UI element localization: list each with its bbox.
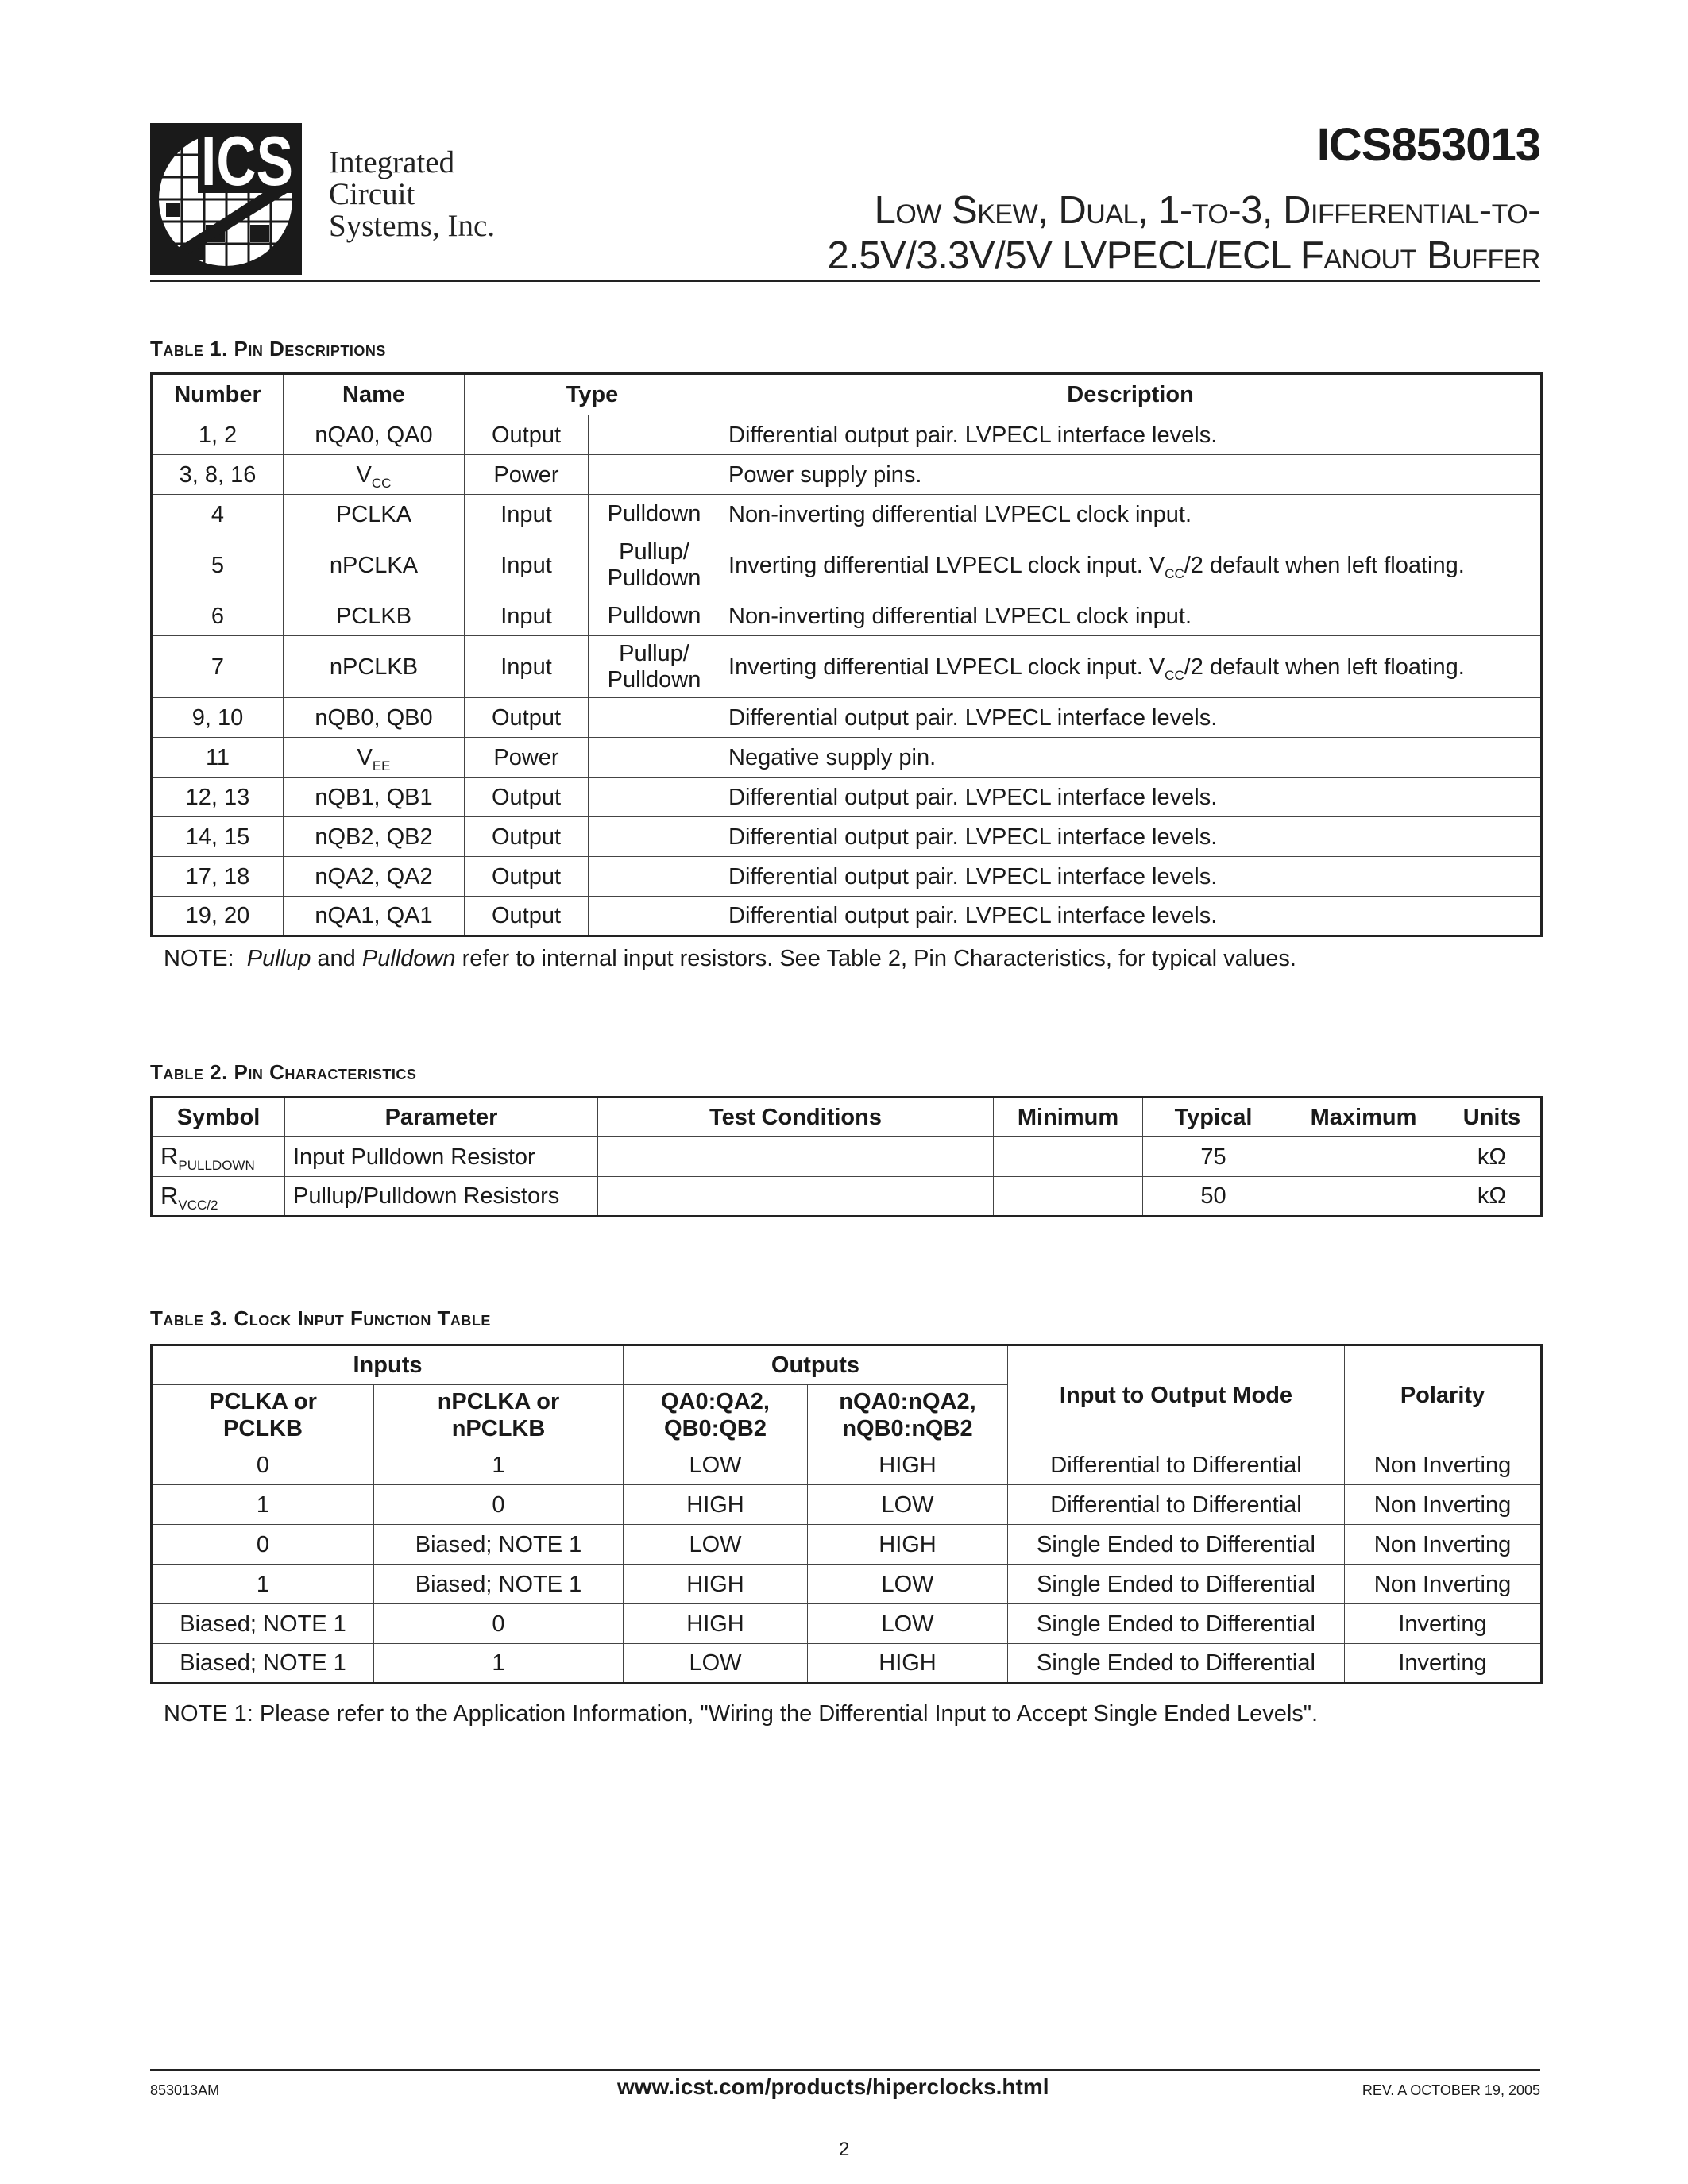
pin-type-cell: Output <box>465 415 589 455</box>
pin-pull-cell <box>589 698 720 738</box>
pclk-cell: 1 <box>152 1565 374 1604</box>
polarity-cell: Non Inverting <box>1345 1445 1542 1485</box>
mode-cell: Single Ended to Differential <box>1008 1525 1345 1565</box>
pin-number-cell: 6 <box>152 596 284 636</box>
q-output-cell: HIGH <box>624 1485 808 1525</box>
pin-number-cell: 9, 10 <box>152 698 284 738</box>
page-number: 2 <box>839 2139 850 2160</box>
table1-row <box>152 495 1542 534</box>
pin-name-cell <box>284 636 465 698</box>
pin-pull-text: Pullup/ <box>619 538 689 565</box>
table3-header-npclk-line2: nPCLKB <box>451 1415 546 1441</box>
pin-type-cell: Output <box>465 698 589 738</box>
pclk-cell: Biased; NOTE 1 <box>152 1644 374 1684</box>
part-number: ICS853013 <box>1316 119 1540 171</box>
table3-row <box>152 1565 1542 1604</box>
pin-description-subscript: CC <box>1165 667 1184 683</box>
pin-description-cell <box>720 596 1542 636</box>
pin-name-cell <box>284 698 465 738</box>
table2-header-typical: Typical <box>1143 1098 1284 1137</box>
pin-pull-cell <box>589 817 720 857</box>
table1-caption: Table 1. Pin Descriptions <box>150 337 386 361</box>
q-output-cell: HIGH <box>624 1565 808 1604</box>
table1-header-description: Description <box>720 374 1542 415</box>
mode-cell: Single Ended to Differential <box>1008 1604 1345 1644</box>
table1-note-pulldown: Pulldown <box>361 946 456 971</box>
nq-output-cell: LOW <box>808 1485 1008 1525</box>
pin-description-cell <box>720 698 1542 738</box>
mode-cell: Differential to Differential <box>1008 1445 1345 1485</box>
pin-number-cell: 4 <box>152 495 284 534</box>
pin-description-text: Differential output pair. LVPECL interface levels. <box>728 704 1218 731</box>
pin-name-cell <box>284 738 465 778</box>
pin-number-cell: 11 <box>152 738 284 778</box>
company-line-2: Circuit <box>329 177 415 211</box>
company-line-3: Systems, Inc. <box>329 209 496 243</box>
pin-number-cell: 3, 8, 16 <box>152 455 284 495</box>
table2-header-units: Units <box>1443 1098 1542 1137</box>
mode-cell: Differential to Differential <box>1008 1485 1345 1525</box>
polarity-cell: Inverting <box>1345 1604 1542 1644</box>
pin-pull-cell <box>589 897 720 936</box>
pin-type-cell: Input <box>465 596 589 636</box>
polarity-cell: Inverting <box>1345 1644 1542 1684</box>
table1-row <box>152 596 1542 636</box>
pin-characteristics-table <box>150 1096 1543 1217</box>
table3-header-pclk <box>152 1385 374 1445</box>
table1-header-type: Type <box>465 374 720 415</box>
pin-name-subscript: EE <box>372 758 391 774</box>
pin-name-cell <box>284 455 465 495</box>
nq-output-cell: HIGH <box>808 1644 1008 1684</box>
company-name <box>329 147 495 242</box>
table3-header-qa-line1: QA0:QA2, <box>661 1388 770 1414</box>
pin-description-text: Differential output pair. LVPECL interface levels. <box>728 903 1218 928</box>
table3-header-npclk <box>374 1385 624 1445</box>
q-output-cell: LOW <box>624 1445 808 1485</box>
table1-row <box>152 857 1542 897</box>
symbol-cell <box>152 1137 285 1177</box>
table1-row <box>152 738 1542 778</box>
table3-header-pclk-line1: PCLKA or <box>209 1388 317 1414</box>
nq-output-cell: LOW <box>808 1565 1008 1604</box>
pclk-cell: 1 <box>152 1485 374 1525</box>
nq-output-cell: HIGH <box>808 1525 1008 1565</box>
table3-header-qa-line2: QB0:QB2 <box>664 1415 767 1441</box>
table3-header-nqa <box>808 1385 1008 1445</box>
pin-name-cell <box>284 897 465 936</box>
table1-row <box>152 455 1542 495</box>
footer-revision: REV. A OCTOBER 19, 2005 <box>1362 2082 1540 2098</box>
q-output-cell: HIGH <box>624 1604 808 1644</box>
q-output-cell: LOW <box>624 1525 808 1565</box>
pclk-cell: 0 <box>152 1525 374 1565</box>
table3-header-nqa-line2: nQB0:nQB2 <box>842 1415 973 1441</box>
pin-name-text: nQB0, QB0 <box>315 704 433 731</box>
table3-caption: Table 3. Clock Input Function Table <box>150 1306 491 1330</box>
nq-output-cell: LOW <box>808 1604 1008 1644</box>
pin-pull-cell <box>589 738 720 778</box>
table1-header-name: Name <box>284 374 465 415</box>
table1-row <box>152 636 1542 698</box>
pin-description-tail: /2 default when left floating. <box>1184 654 1465 680</box>
npclk-cell: Biased; NOTE 1 <box>374 1525 624 1565</box>
clock-input-function-table <box>150 1344 1543 1684</box>
pin-type-cell: Output <box>465 778 589 817</box>
pin-name-cell <box>284 415 465 455</box>
table1-body <box>152 415 1542 936</box>
table3-header-inputs: Inputs <box>152 1345 624 1385</box>
pin-name-cell <box>284 495 465 534</box>
pin-name-cell <box>284 817 465 857</box>
polarity-cell: Non Inverting <box>1345 1485 1542 1525</box>
pin-type-cell: Power <box>465 738 589 778</box>
pin-pull-text-line2: Pulldown <box>607 565 701 591</box>
table2-row <box>152 1137 1542 1177</box>
table3-row <box>152 1445 1542 1485</box>
npclk-cell: Biased; NOTE 1 <box>374 1565 624 1604</box>
pin-pull-text-line2: Pulldown <box>607 666 701 693</box>
q-output-cell: LOW <box>624 1644 808 1684</box>
footer-url-link[interactable]: www.icst.com/products/hiperclocks.html <box>617 2074 1049 2099</box>
table2-header-parameter: Parameter <box>285 1098 598 1137</box>
table2-body <box>152 1137 1542 1217</box>
pin-name-cell <box>284 778 465 817</box>
pin-pull-cell <box>589 857 720 897</box>
pin-number-cell: 1, 2 <box>152 415 284 455</box>
table2-header-minimum: Minimum <box>994 1098 1143 1137</box>
typical-cell: 75 <box>1143 1137 1284 1177</box>
pin-number-cell: 19, 20 <box>152 897 284 936</box>
subtitle-line-2: 2.5V/3.3V/5V LVPECL/ECL Fanout Buffer <box>827 234 1540 277</box>
npclk-cell: 0 <box>374 1485 624 1525</box>
table2-row <box>152 1177 1542 1217</box>
pin-number-cell: 7 <box>152 636 284 698</box>
pin-description-text: Non-inverting differential LVPECL clock input. <box>728 603 1192 629</box>
pin-description-text: Differential output pair. LVPECL interface levels. <box>728 863 1218 889</box>
pin-number-cell: 12, 13 <box>152 778 284 817</box>
pin-description-tail: /2 default when left floating. <box>1184 552 1465 578</box>
pin-description-text: Non-inverting differential LVPECL clock input. <box>728 501 1192 527</box>
pin-descriptions-table <box>150 372 1543 937</box>
pclk-cell: 0 <box>152 1445 374 1485</box>
mode-cell: Single Ended to Differential <box>1008 1644 1345 1684</box>
logo-text: ICS <box>201 122 293 200</box>
pin-pull-cell <box>589 636 720 698</box>
parameter-cell: Input Pulldown Resistor <box>285 1137 598 1177</box>
table2-header-test-conditions: Test Conditions <box>598 1098 994 1137</box>
pin-description-cell <box>720 415 1542 455</box>
symbol-text: R <box>160 1142 179 1170</box>
table1-header-number: Number <box>152 374 284 415</box>
table1-row <box>152 778 1542 817</box>
pclk-cell: Biased; NOTE 1 <box>152 1604 374 1644</box>
pin-pull-cell <box>589 596 720 636</box>
table2-header-row <box>152 1098 1542 1137</box>
pin-type-cell: Output <box>465 897 589 936</box>
table3-header-pclk-line2: PCLKB <box>223 1415 303 1441</box>
table3-header-outputs: Outputs <box>624 1345 1008 1385</box>
pin-type-cell: Input <box>465 534 589 596</box>
table1-note-and: and <box>311 946 362 971</box>
table1-note-pullup: Pullup <box>246 946 311 971</box>
pin-name-text: V <box>356 461 372 488</box>
symbol-subscript: VCC/2 <box>178 1197 218 1213</box>
pin-name-text: nPCLKB <box>329 654 419 680</box>
pin-description-cell <box>720 778 1542 817</box>
typical-cell: 50 <box>1143 1177 1284 1217</box>
pin-description-text: Negative supply pin. <box>728 744 937 770</box>
header-rule <box>150 280 1540 282</box>
pin-type-cell: Output <box>465 857 589 897</box>
pin-name-text: nQB1, QB1 <box>315 784 433 810</box>
npclk-cell: 1 <box>374 1445 624 1485</box>
pin-name-text: nQB2, QB2 <box>315 824 433 850</box>
pin-description-cell <box>720 897 1542 936</box>
table3-row <box>152 1485 1542 1525</box>
footer-rule <box>150 2069 1540 2071</box>
ics-logo <box>150 123 302 275</box>
table2-header-maximum: Maximum <box>1284 1098 1443 1137</box>
table3-row <box>152 1525 1542 1565</box>
pin-description-cell <box>720 857 1542 897</box>
company-line-1: Integrated <box>329 145 455 179</box>
pin-name-text: nQA0, QA0 <box>315 422 433 448</box>
footer-doc-id: 853013AM <box>150 2082 220 2098</box>
npclk-cell: 0 <box>374 1604 624 1644</box>
table3-header-npclk-line1: nPCLKA or <box>437 1388 560 1414</box>
units-cell: kΩ <box>1443 1177 1542 1217</box>
nq-output-cell: HIGH <box>808 1445 1008 1485</box>
table1-row <box>152 897 1542 936</box>
pin-pull-text: Pulldown <box>607 603 701 628</box>
pin-name-text: PCLKA <box>335 501 412 527</box>
pin-description-subscript: CC <box>1165 565 1184 581</box>
pin-description-text: Differential output pair. LVPECL interface levels. <box>728 824 1218 850</box>
table3-row <box>152 1604 1542 1644</box>
pin-number-cell: 14, 15 <box>152 817 284 857</box>
table3-header-polarity: Polarity <box>1345 1345 1542 1445</box>
pin-description-cell <box>720 738 1542 778</box>
pin-name-text: nQA2, QA2 <box>315 863 433 889</box>
pin-name-text: nPCLKA <box>329 552 419 578</box>
pin-name-cell <box>284 596 465 636</box>
subtitle-line-1: Low Skew, Dual, 1-to-3, Differential-to- <box>874 189 1540 232</box>
pin-name-cell <box>284 857 465 897</box>
pin-name-cell <box>284 534 465 596</box>
page-header <box>150 119 1540 282</box>
table2-caption: Table 2. Pin Characteristics <box>150 1060 417 1084</box>
table1-note-prefix: NOTE: <box>164 946 247 971</box>
pin-pull-cell <box>589 455 720 495</box>
pin-pull-cell <box>589 415 720 455</box>
table1-row <box>152 817 1542 857</box>
table1-note <box>164 946 1296 972</box>
minimum-cell <box>994 1137 1143 1177</box>
pin-description-cell <box>720 534 1542 596</box>
pin-number-cell: 5 <box>152 534 284 596</box>
symbol-cell <box>152 1177 285 1217</box>
table3-note: NOTE 1: Please refer to the Application Information, "Wiring the Differential Input to Accept Single Ended Levels". <box>164 1701 1319 1727</box>
pin-name-text: PCLKB <box>335 603 412 629</box>
pin-type-cell: Output <box>465 817 589 857</box>
table3-header-nqa-line1: nQA0:nQA2, <box>839 1388 976 1414</box>
pin-number-cell: 17, 18 <box>152 857 284 897</box>
pin-type-cell: Power <box>465 455 589 495</box>
pin-description-cell <box>720 495 1542 534</box>
units-cell: kΩ <box>1443 1137 1542 1177</box>
pin-description-cell <box>720 817 1542 857</box>
pin-name-text: V <box>357 744 373 770</box>
pin-description-cell <box>720 636 1542 698</box>
pin-pull-text: Pulldown <box>607 501 701 527</box>
symbol-subscript: PULLDOWN <box>178 1158 255 1173</box>
polarity-cell: Non Inverting <box>1345 1565 1542 1604</box>
pin-pull-cell <box>589 534 720 596</box>
pin-description-text: Differential output pair. LVPECL interface levels. <box>728 422 1218 448</box>
pin-description-text: Inverting differential LVPECL clock input. V <box>728 654 1165 680</box>
table2-header-symbol: Symbol <box>152 1098 285 1137</box>
table1-row <box>152 534 1542 596</box>
table3-header-mode: Input to Output Mode <box>1008 1345 1345 1445</box>
parameter-cell: Pullup/Pulldown Resistors <box>285 1177 598 1217</box>
pin-name-subscript: CC <box>371 475 392 491</box>
pin-type-cell: Input <box>465 495 589 534</box>
test-conditions-cell <box>598 1177 994 1217</box>
table3-row <box>152 1644 1542 1684</box>
table1-row <box>152 698 1542 738</box>
table3-body <box>152 1445 1542 1684</box>
table1-note-rest: refer to internal input resistors. See Table 2, Pin Characteristics, for typical values. <box>455 946 1296 971</box>
maximum-cell <box>1284 1177 1443 1217</box>
minimum-cell <box>994 1177 1143 1217</box>
pin-pull-text: Pullup/ <box>619 640 689 666</box>
pin-pull-cell <box>589 495 720 534</box>
pin-name-text: nQA1, QA1 <box>315 903 433 928</box>
table3-group-row <box>152 1345 1542 1385</box>
maximum-cell <box>1284 1137 1443 1177</box>
pin-description-text: Power supply pins. <box>728 461 922 488</box>
pin-pull-cell <box>589 778 720 817</box>
pin-description-text: Inverting differential LVPECL clock input. V <box>728 552 1165 578</box>
document-subtitle <box>828 188 1540 279</box>
npclk-cell: 1 <box>374 1644 624 1684</box>
table1-header-row <box>152 374 1542 415</box>
symbol-text: R <box>160 1181 179 1210</box>
pin-description-text: Differential output pair. LVPECL interface levels. <box>728 784 1218 810</box>
polarity-cell: Non Inverting <box>1345 1525 1542 1565</box>
test-conditions-cell <box>598 1137 994 1177</box>
mode-cell: Single Ended to Differential <box>1008 1565 1345 1604</box>
pin-type-cell: Input <box>465 636 589 698</box>
table3-header-qa <box>624 1385 808 1445</box>
table1-row <box>152 415 1542 455</box>
pin-description-cell <box>720 455 1542 495</box>
